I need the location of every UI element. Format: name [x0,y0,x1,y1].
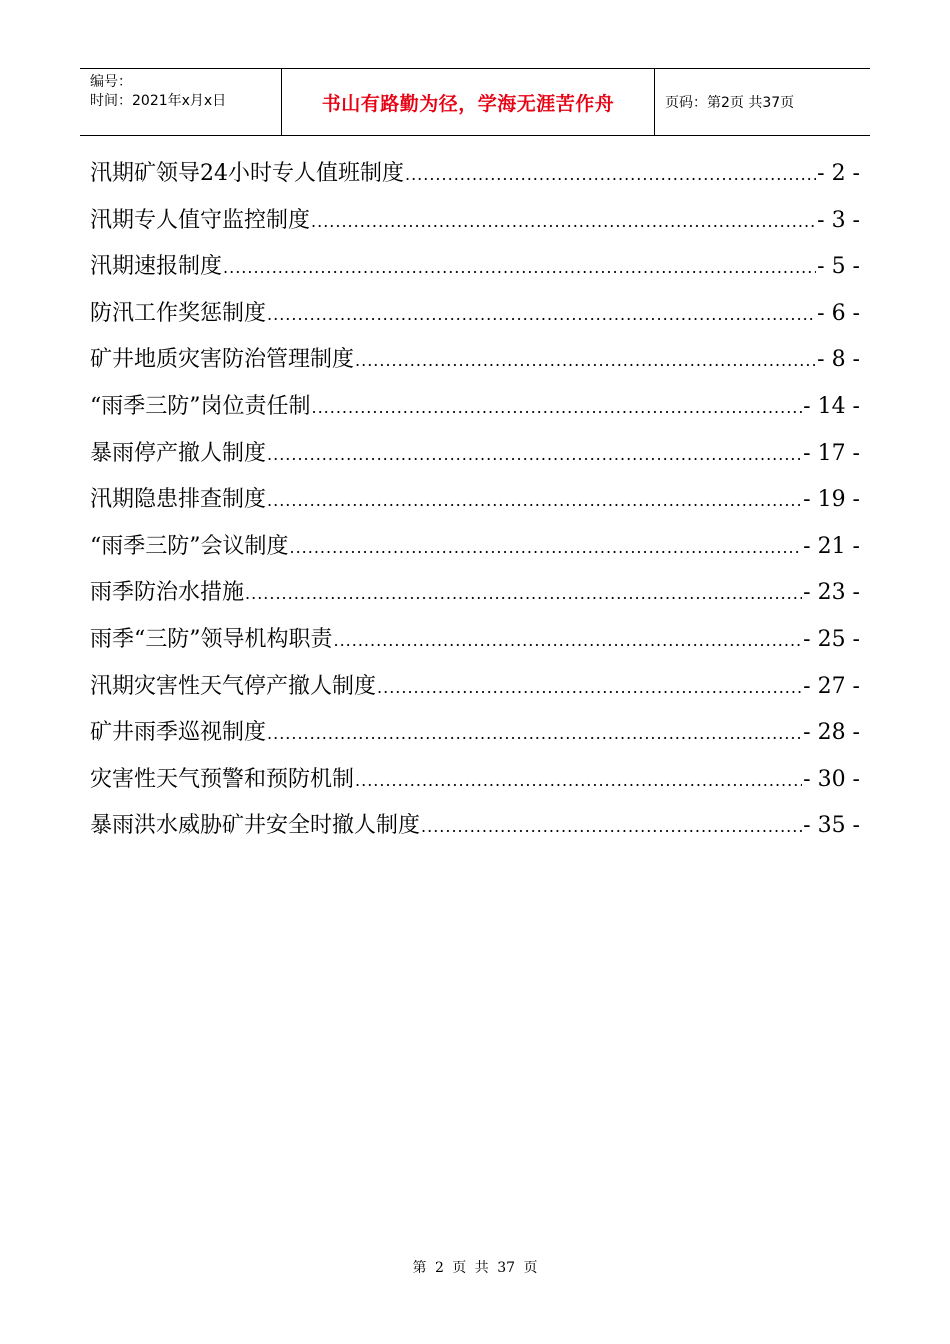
toc-leader-dots [267,714,802,754]
table-of-contents [90,154,860,853]
toc-entry-title: “雨季三防”岗位责任制 [90,393,311,419]
toc-leader-dots [312,388,803,428]
toc-entry[interactable] [90,154,860,201]
toc-entry-page: - 8 - [817,347,860,373]
toc-entry[interactable] [90,527,860,574]
toc-entry-page: - 3 - [817,207,860,233]
toc-entry[interactable] [90,573,860,620]
toc-entry-page: - 14 - [803,393,860,419]
toc-entry-page: - 25 - [803,626,860,652]
toc-entry-page: - 35 - [803,813,860,839]
toc-entry[interactable] [90,387,860,434]
toc-entry-title: 汛期专人值守监控制度 [90,207,311,233]
toc-entry[interactable] [90,480,860,527]
toc-leader-dots [267,481,802,521]
toc-entry[interactable] [90,340,860,387]
toc-entry-title: 汛期隐患排查制度 [90,487,267,513]
toc-leader-dots [334,621,803,661]
document-number-label: 编号： [90,74,132,90]
toc-entry-page: - 21 - [803,533,860,559]
page-footer [0,1257,950,1277]
toc-leader-dots [355,341,816,381]
page-header [80,68,870,136]
header-meta [80,69,282,135]
toc-entry-page: - 27 - [803,673,860,699]
toc-leader-dots [267,435,802,475]
toc-entry-title: 暴雨停产撤人制度 [90,440,267,466]
toc-entry[interactable] [90,713,860,760]
toc-entry[interactable] [90,294,860,341]
toc-entry[interactable] [90,760,860,807]
toc-entry-title: 暴雨洪水威胁矿井安全时撤人制度 [90,813,421,839]
toc-entry-title: 汛期矿领导24小时专人值班制度 [90,161,404,186]
toc-entry-title: 矿井地质灾害防治管理制度 [90,347,355,373]
toc-leader-dots [311,202,816,242]
document-time-label: 时间：2021年x月x日 [90,93,227,109]
header-page-info: 页码：第2页 共37页 [665,95,795,111]
toc-entry[interactable] [90,434,860,481]
toc-entry-title: 雨季“三防”领导机构职责 [90,626,333,652]
toc-entry[interactable] [90,667,860,714]
toc-entry-title: 矿井雨季巡视制度 [90,720,267,746]
toc-entry-page: - 17 - [803,440,860,466]
toc-entry-page: - 5 - [817,254,860,280]
toc-entry[interactable] [90,620,860,667]
toc-entry[interactable] [90,247,860,294]
toc-entry[interactable] [90,201,860,248]
footer-page-number: 第 2 页 共 37 页 [412,1260,538,1276]
toc-leader-dots [377,668,802,708]
toc-entry-page: - 30 - [803,766,860,792]
toc-entry-page: - 28 - [803,720,860,746]
toc-leader-dots [245,574,802,614]
toc-entry-title: 汛期速报制度 [90,254,223,280]
toc-entry-page: - 19 - [803,487,860,513]
toc-entry-title: 灾害性天气预警和预防机制 [90,766,355,792]
toc-entry-page: - 6 - [817,300,860,326]
header-motto: 书山有路勤为径，学海无涯苦作舟 [282,69,655,135]
toc-leader-dots [223,248,816,288]
toc-entry-title: 汛期灾害性天气停产撤人制度 [90,673,377,699]
toc-leader-dots [290,528,803,568]
toc-entry-title: “雨季三防”会议制度 [90,533,289,559]
toc-entry-page: - 2 - [817,161,860,186]
toc-entry-title: 雨季防治水措施 [90,580,245,606]
toc-entry-page: - 23 - [803,580,860,606]
toc-leader-dots [355,761,802,801]
toc-entry-title: 防汛工作奖惩制度 [90,300,267,326]
toc-leader-dots [421,807,802,847]
toc-leader-dots [267,295,816,335]
toc-leader-dots [405,155,816,195]
toc-entry[interactable] [90,806,860,853]
